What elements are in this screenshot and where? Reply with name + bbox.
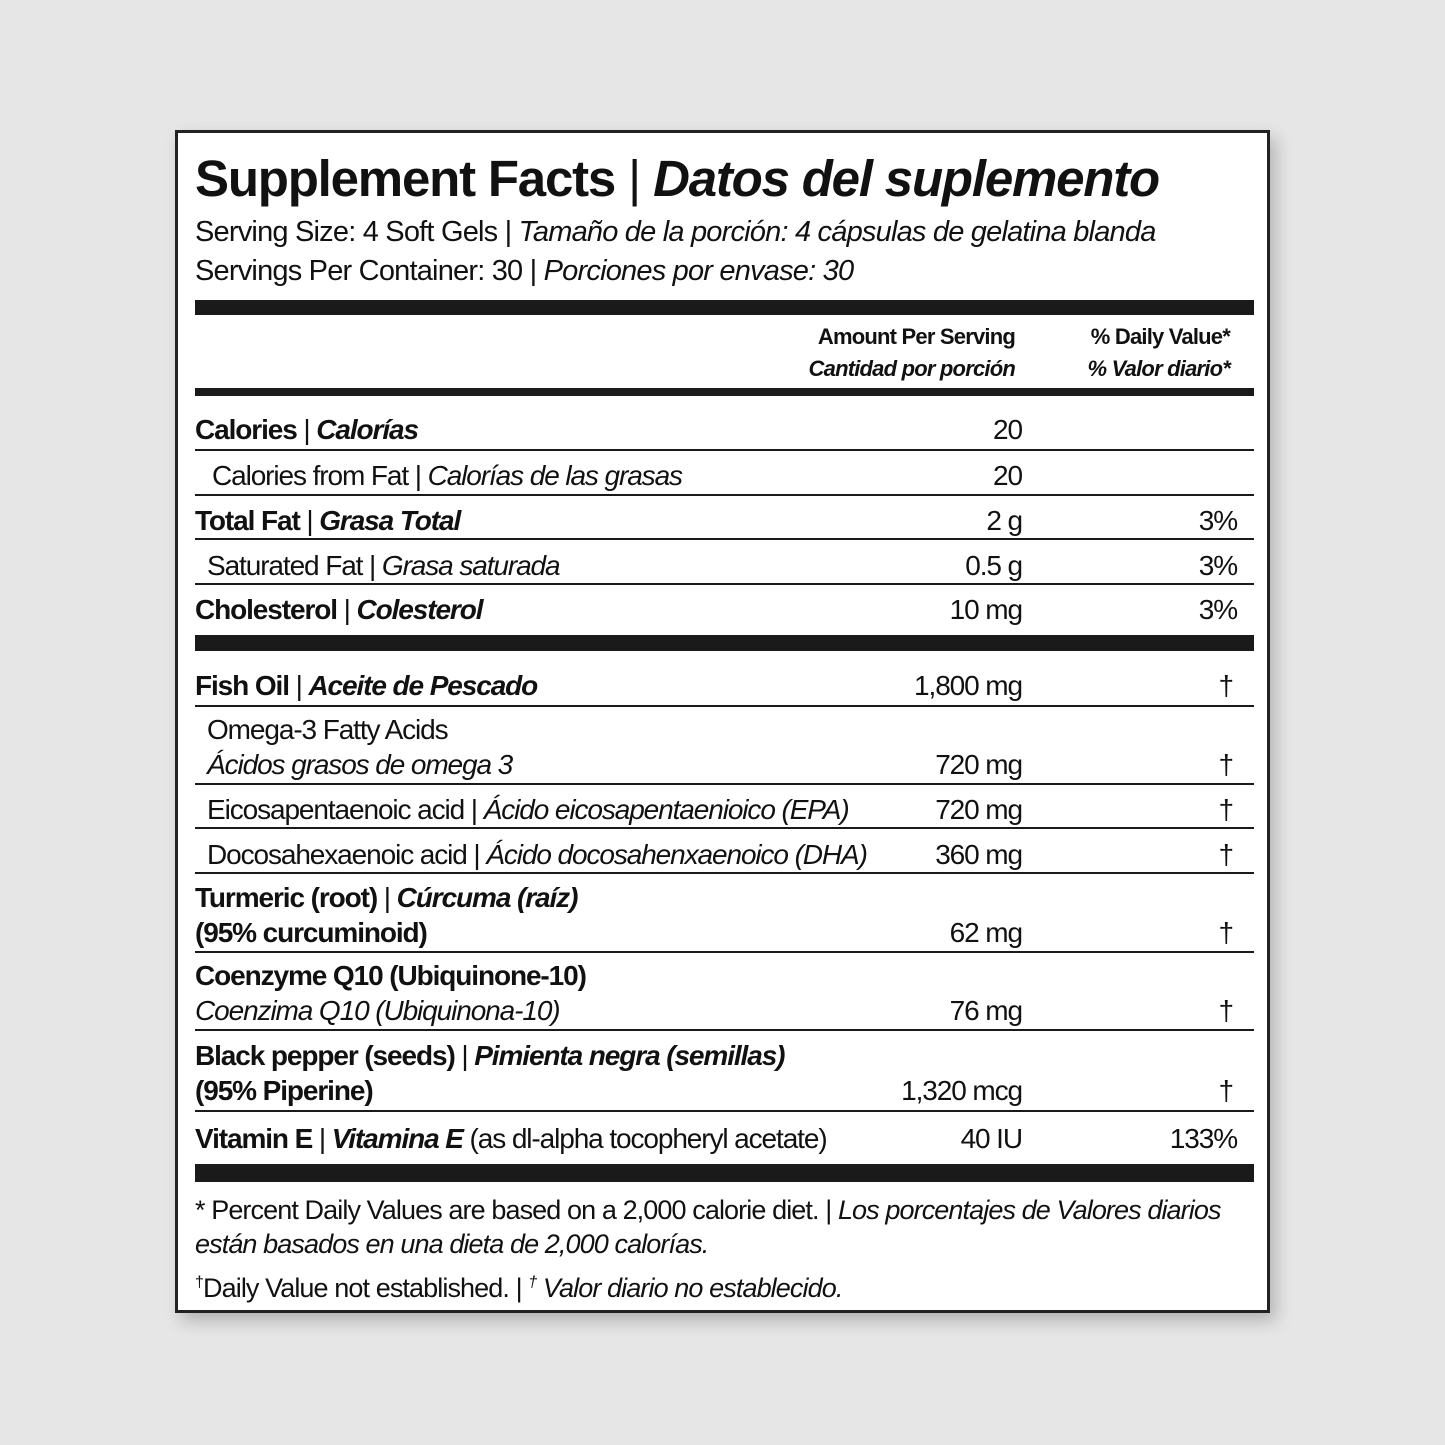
amount: 720 mg <box>935 794 1022 825</box>
amount: 20 <box>993 460 1022 491</box>
row-black-pepper: Black pepper (seeds) | Pimienta negra (semillas) (95% Piperine) 1,320 mcg † <box>195 1040 1233 1106</box>
row-epa: Eicosapentaenoic acid | Ácido eicosapentaenioico (EPA) 720 mg † <box>207 794 1233 825</box>
row-cholesterol: Cholesterol | Colesterol 10 mg 3% <box>195 594 1237 625</box>
daily-value: † <box>1218 670 1233 701</box>
daily-value: † <box>1218 794 1233 825</box>
amount: 76 mg <box>949 995 1022 1026</box>
thick-divider <box>195 1164 1254 1182</box>
amount: 1,800 mg <box>914 670 1022 701</box>
daily-value: † <box>1218 995 1233 1026</box>
footnote-percent-daily-values: * Percent Daily Values are based on a 2,000 calorie diet. | Los porcentajes de Valores diarios están basados en una dieta de 2,000 calorías. <box>195 1195 1221 1259</box>
row-dha: Docosahexaenoic acid | Ácido docosahenxaenoico (DHA) 360 mg † <box>207 839 1233 870</box>
daily-value: † <box>1218 1075 1233 1106</box>
daily-value-header: % Daily Value* % Valor diario* <box>1087 324 1230 381</box>
amount: 10 mg <box>949 594 1022 625</box>
panel-title: Supplement Facts | Datos del suplemento <box>195 150 1159 207</box>
daily-value: 3% <box>1198 550 1237 581</box>
daily-value: 3% <box>1198 505 1237 536</box>
row-turmeric: Turmeric (root) | Cúrcuma (raíz) (95% curcuminoid) 62 mg † <box>195 882 1233 948</box>
footnote-not-established: †Daily Value not established. | † Valor diario no establecido. <box>195 1273 843 1303</box>
daily-value: † <box>1218 749 1233 780</box>
row-calories-from-fat: Calories from Fat | Calorías de las grasas 20 <box>212 460 1022 491</box>
amount: 1,320 mcg <box>901 1075 1022 1106</box>
daily-value: † <box>1218 917 1233 948</box>
daily-value: † <box>1218 839 1233 870</box>
amount-per-serving-header: Amount Per Serving Cantidad por porción <box>808 324 1015 381</box>
daily-value: 133% <box>1169 1123 1237 1154</box>
amount: 0.5 g <box>965 550 1022 581</box>
amount: 40 IU <box>960 1123 1022 1154</box>
row-saturated-fat: Saturated Fat | Grasa saturada 0.5 g 3% <box>207 550 1237 581</box>
thick-divider <box>195 635 1254 651</box>
amount: 20 <box>993 414 1022 445</box>
supplement-facts-panel <box>175 130 1270 1313</box>
amount: 2 g <box>986 505 1022 536</box>
daily-value: 3% <box>1198 594 1237 625</box>
amount: 62 mg <box>949 917 1022 948</box>
thick-divider <box>195 300 1254 315</box>
amount: 360 mg <box>935 839 1022 870</box>
row-calories: Calories | Calorías 20 <box>195 414 1022 445</box>
servings-per-container: Servings Per Container: 30 | Porciones por envase: 30 <box>195 255 854 287</box>
header-divider <box>195 388 1254 396</box>
row-coenzyme-q10: Coenzyme Q10 (Ubiquinone-10) Coenzima Q10 (Ubiquinona-10) 76 mg † <box>195 960 1233 1026</box>
row-total-fat: Total Fat | Grasa Total 2 g 3% <box>195 505 1237 536</box>
row-fish-oil: Fish Oil | Aceite de Pescado 1,800 mg † <box>195 670 1233 701</box>
serving-size: Serving Size: 4 Soft Gels | Tamaño de la porción: 4 cápsulas de gelatina blanda <box>195 216 1156 248</box>
amount: 720 mg <box>935 749 1022 780</box>
row-vitamin-e: Vitamin E | Vitamina E (as dl-alpha tocopheryl acetate) 40 IU 133% <box>195 1123 1237 1154</box>
row-omega-3: Omega-3 Fatty Acids Ácidos grasos de omega 3 720 mg † <box>207 714 1233 780</box>
